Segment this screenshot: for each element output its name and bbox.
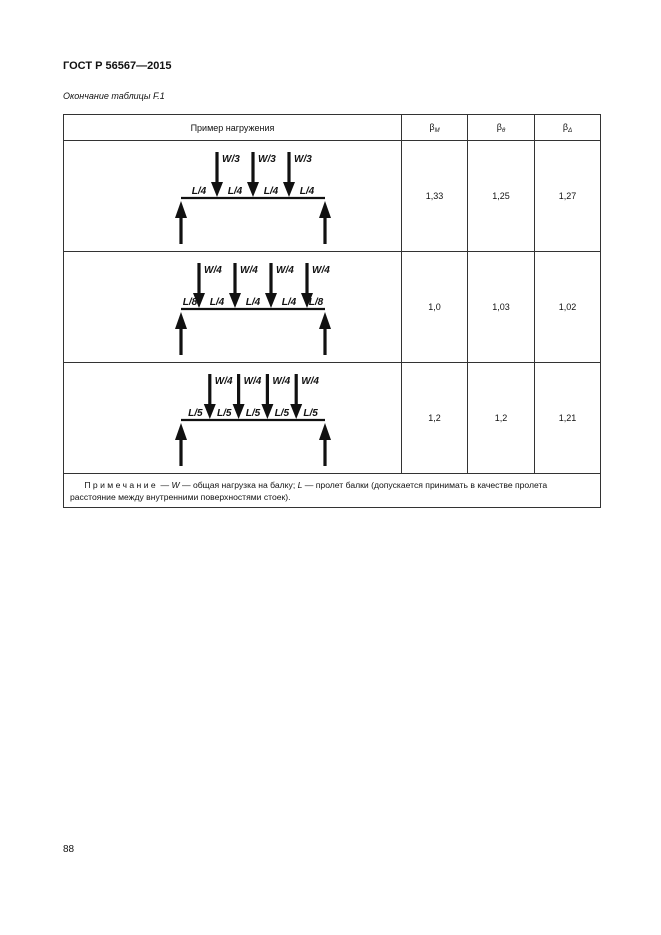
- note-label: Примечание: [84, 480, 159, 490]
- note-w-text: — общая нагрузка на балку;: [179, 480, 298, 490]
- load-label: W/3: [257, 154, 276, 165]
- header-beta-m: [402, 115, 468, 141]
- beam-loading-diagram: [83, 253, 383, 361]
- beta-m-value: 1,2: [402, 363, 468, 474]
- span-label: L/8: [182, 297, 197, 308]
- beta-theta-value: 1,2: [468, 363, 535, 474]
- load-label: W/4: [300, 376, 319, 387]
- span-label: L/5: [216, 408, 231, 419]
- table-caption: Окончание таблицы F.1: [63, 91, 165, 101]
- beta-delta-value: 1,27: [535, 141, 601, 252]
- beta-theta-value: 1,25: [468, 141, 535, 252]
- header-beta-theta: [468, 115, 535, 141]
- loading-table: [63, 114, 601, 508]
- beta-symbol: β: [496, 121, 502, 132]
- load-label: W/4: [271, 376, 290, 387]
- beta-symbol: β: [562, 121, 569, 132]
- span-label: L/4: [299, 186, 314, 197]
- beta-symbol: β: [429, 121, 435, 132]
- load-label: W/4: [239, 265, 258, 276]
- beam-loading-diagram: [83, 142, 383, 250]
- load-label: W/4: [214, 376, 233, 387]
- note-w-symbol: W: [171, 480, 180, 490]
- span-label: L/5: [302, 408, 318, 419]
- table-row: [64, 363, 601, 474]
- load-label: W/4: [275, 265, 294, 276]
- table-header-row: [64, 115, 601, 141]
- span-label: L/5: [245, 408, 260, 419]
- span-label: L/4: [227, 186, 242, 197]
- header-beta-delta: [535, 115, 601, 141]
- note-l-text: — пролет балки (допускается принимать в качестве пролета расстояние между внутренними поверхностями стоек).: [70, 480, 548, 502]
- beta-m-subscript: M: [434, 127, 440, 134]
- table-row: [64, 141, 601, 252]
- load-label: W/4: [311, 265, 330, 276]
- loading-diagram-cell: [64, 363, 402, 474]
- table-row: [64, 252, 601, 363]
- span-label: L/5: [274, 408, 289, 419]
- span-label: L/4: [209, 297, 224, 308]
- loading-diagram-cell: [64, 141, 402, 252]
- support-reaction-arrow-icon: [319, 423, 331, 466]
- span-label: L/4: [281, 297, 296, 308]
- note-dash: —: [158, 480, 172, 490]
- load-label: W/4: [203, 265, 222, 276]
- page-number: 88: [63, 844, 75, 855]
- span-label: L/8: [308, 297, 323, 308]
- beta-m-value: 1,33: [402, 141, 468, 252]
- support-reaction-arrow-icon: [175, 423, 187, 466]
- load-label: W/4: [243, 376, 261, 387]
- span-label: L/4: [263, 186, 278, 197]
- loading-diagram-cell: [64, 252, 402, 363]
- support-reaction-arrow-icon: [319, 312, 331, 355]
- document-id: ГОСТ Р 56567—2015: [63, 60, 172, 72]
- beta-theta-subscript: θ: [501, 127, 506, 134]
- beam-loading-diagram: [83, 364, 383, 472]
- load-label: W/3: [221, 154, 240, 165]
- span-label: L/4: [191, 186, 206, 197]
- beta-m-value: 1,0: [402, 252, 468, 363]
- beta-delta-value: 1,02: [535, 252, 601, 363]
- span-label: L/4: [245, 297, 260, 308]
- note-l-symbol: L: [297, 480, 303, 490]
- beta-delta-value: 1,21: [535, 363, 601, 474]
- span-label: L/5: [187, 408, 203, 419]
- beta-delta-subscript: Δ: [568, 127, 573, 134]
- support-reaction-arrow-icon: [175, 312, 187, 355]
- header-loading-example: Пример нагружения: [64, 115, 402, 141]
- table-note: [64, 474, 601, 508]
- support-reaction-arrow-icon: [175, 201, 187, 244]
- support-reaction-arrow-icon: [319, 201, 331, 244]
- table-note-row: [64, 474, 601, 508]
- load-label: W/3: [293, 154, 312, 165]
- beta-theta-value: 1,03: [468, 252, 535, 363]
